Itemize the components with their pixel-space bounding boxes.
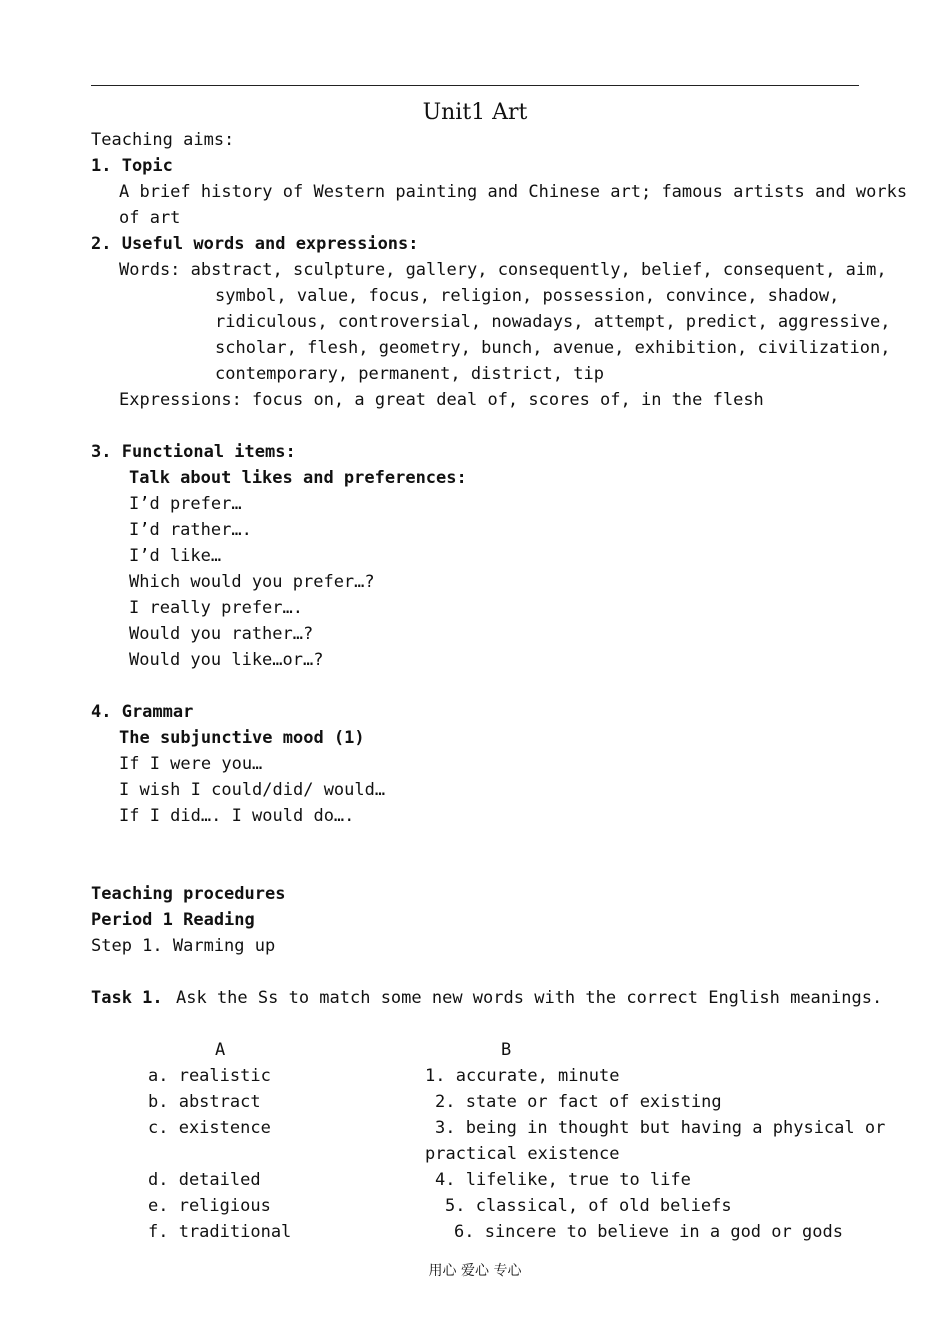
match-word: f. traditional — [148, 1222, 292, 1242]
functional-item: Would you rather…? — [129, 624, 314, 644]
words-line-4: scholar, flesh, geometry, bunch, avenue, exhibition, civilization, — [215, 338, 891, 358]
match-meaning-continuation: practical existence — [425, 1144, 620, 1164]
match-meaning: 5. classical, of old beliefs — [445, 1196, 732, 1216]
match-meaning: 3. being in thought but having a physical or — [435, 1118, 886, 1138]
match-meaning: 2. state or fact of existing — [435, 1092, 722, 1112]
grammar-heading: 4. Grammar — [91, 702, 194, 722]
useful-words-heading: 2. Useful words and expressions: — [91, 234, 419, 254]
functional-item: I’d like… — [129, 546, 222, 566]
match-meaning: 4. lifelike, true to life — [435, 1170, 691, 1190]
procedures-heading: Teaching procedures — [91, 884, 286, 904]
functional-item: I’d prefer… — [129, 494, 242, 514]
match-word: d. detailed — [148, 1170, 261, 1190]
match-word: b. abstract — [148, 1092, 261, 1112]
period-heading: Period 1 Reading — [91, 910, 255, 930]
match-word: c. existence — [148, 1118, 271, 1138]
functional-item: Would you like…or…? — [129, 650, 324, 670]
topic-text-line-2: of art — [119, 208, 181, 228]
header-rule — [91, 85, 859, 86]
match-meaning: 1. accurate, minute — [425, 1066, 620, 1086]
match-meaning: 6. sincere to believe in a god or gods — [454, 1222, 843, 1242]
words-line-2: symbol, value, focus, religion, possession, convince, shadow, — [215, 286, 840, 306]
task-text: Ask the Ss to match some new words with the correct English meanings. — [176, 988, 883, 1008]
match-word: e. religious — [148, 1196, 271, 1216]
grammar-item: If I were you… — [119, 754, 263, 774]
topic-heading: 1. Topic — [91, 156, 173, 176]
functional-item: I really prefer…. — [129, 598, 303, 618]
page-title: Unit1 Art — [422, 100, 528, 125]
column-b-header: B — [501, 1040, 512, 1060]
page-footer: 用心 爱心 专心 — [428, 1263, 522, 1279]
functional-subheading: Talk about likes and preferences: — [129, 468, 467, 488]
expressions-line: Expressions: focus on, a great deal of, scores of, in the flesh — [119, 390, 764, 410]
words-line-3: ridiculous, controversial, nowadays, attempt, predict, aggressive, — [215, 312, 891, 332]
grammar-item: I wish I could/did/ would… — [119, 780, 386, 800]
teaching-aims-label: Teaching aims: — [91, 130, 235, 150]
grammar-subheading: The subjunctive mood (1) — [119, 728, 365, 748]
task-label: Task 1. — [91, 988, 163, 1008]
functional-item: Which would you prefer…? — [129, 572, 375, 592]
functional-item: I’d rather…. — [129, 520, 252, 540]
step-heading: Step 1. Warming up — [91, 936, 276, 956]
match-word: a. realistic — [148, 1066, 271, 1086]
words-line-1: Words: abstract, sculpture, gallery, consequently, belief, consequent, aim, — [119, 260, 887, 280]
grammar-item: If I did…. I would do…. — [119, 806, 355, 826]
words-line-5: contemporary, permanent, district, tip — [215, 364, 604, 384]
column-a-header: A — [215, 1040, 226, 1060]
functional-heading: 3. Functional items: — [91, 442, 296, 462]
topic-text-line-1: A brief history of Western painting and Chinese art; famous artists and works — [119, 182, 908, 202]
